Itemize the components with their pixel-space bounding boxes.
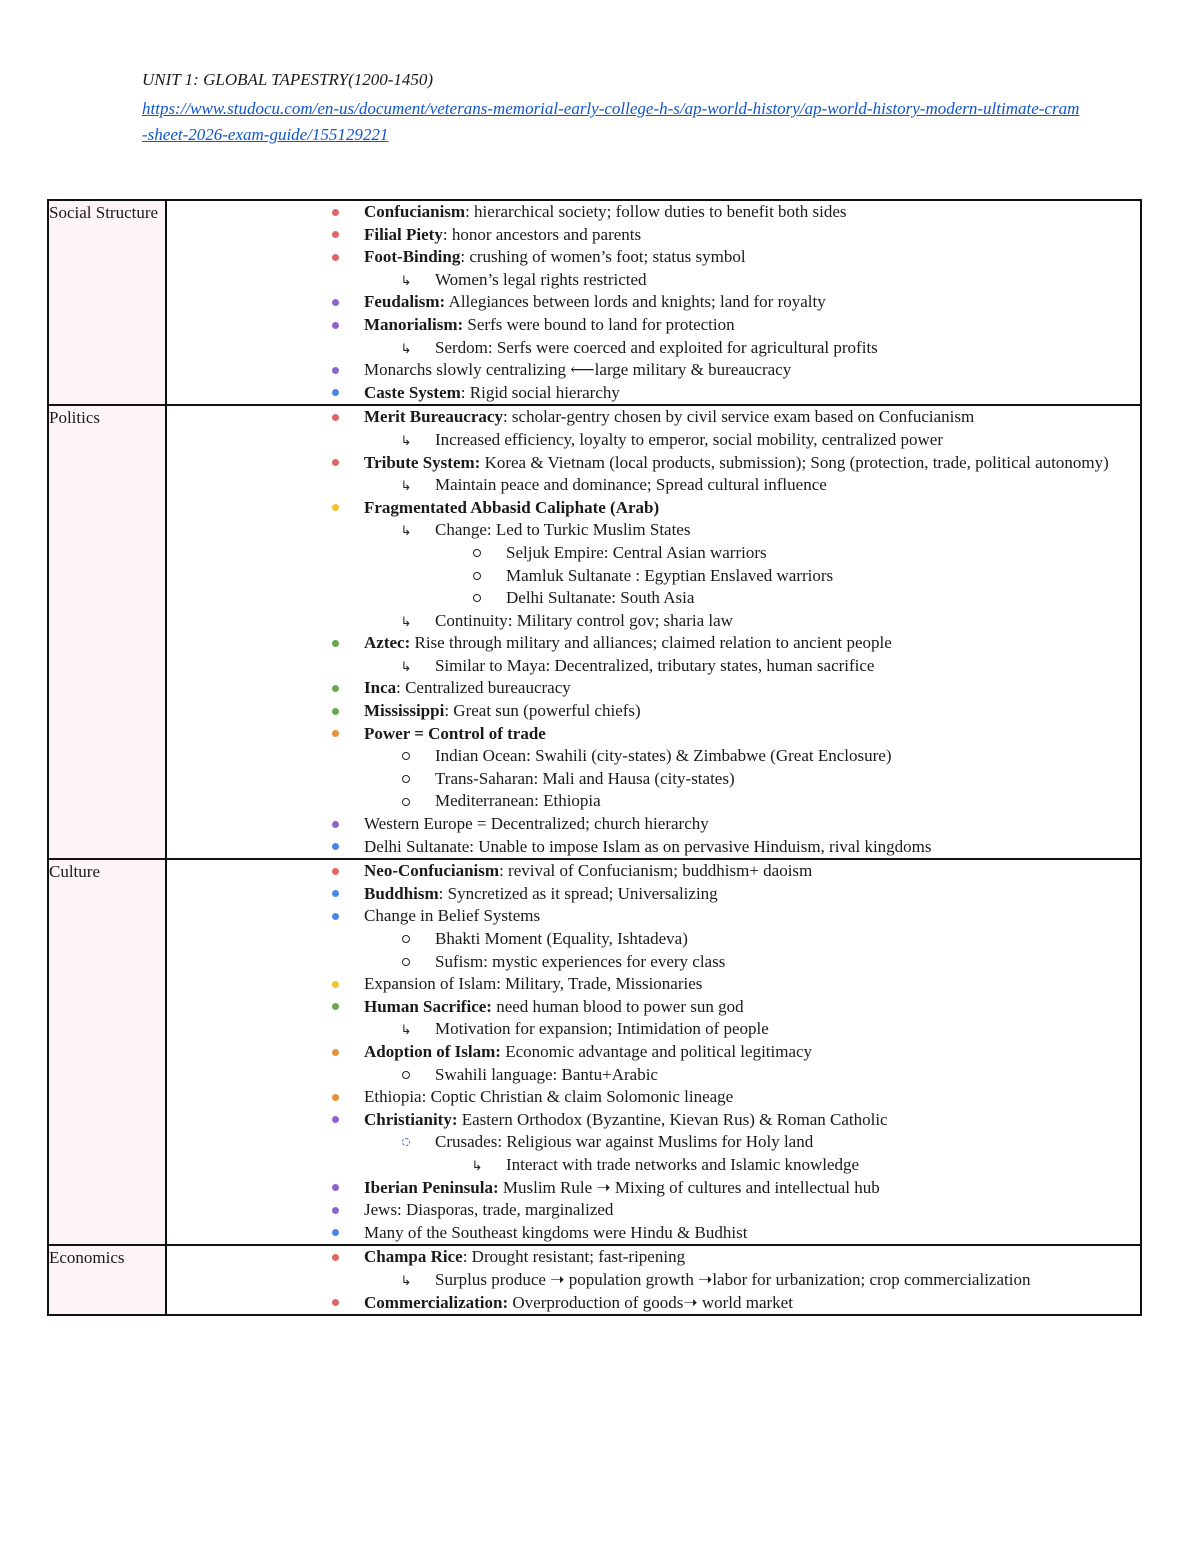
bullet-item <box>167 1292 1140 1315</box>
bullet-text: Jews: Diasporas, trade, marginalized <box>364 1200 614 1220</box>
source-link[interactable]: https://www.studocu.com/en-us/document/veterans-memorial-early-college-h-s/ap-world-history/ap-world-history-modern-ultimate-cram-sheet-2026-exam-guide/155129221 <box>142 99 1080 144</box>
bullet-term: Inca <box>364 678 397 698</box>
bullet-text: : honor ancestors and parents <box>442 224 642 244</box>
bullet-text: : Centralized bureaucracy <box>396 678 571 698</box>
bullet-item <box>167 905 1140 928</box>
bullet-text: : crushing of women’s foot; status symbol <box>460 247 746 267</box>
section-content <box>166 859 1141 1245</box>
bullet-item <box>167 359 1140 382</box>
bullet-term: Tribute System: <box>364 452 481 472</box>
bullet-dot-icon <box>325 996 345 1019</box>
bullet-term: Buddhism <box>364 883 439 903</box>
bullet-item <box>167 813 1140 836</box>
bullet-item <box>167 497 1140 520</box>
bullet-item <box>167 768 1140 791</box>
bullet-item <box>167 1064 1140 1087</box>
bullet-term: Merit Bureaucracy <box>364 407 503 427</box>
bullet-dot-icon <box>325 1246 345 1269</box>
bullet-text: Crusades: Religious war against Muslims for Holy land <box>435 1132 814 1152</box>
bullet-term: Champa Rice <box>364 1247 463 1267</box>
bullet-dot-icon <box>325 201 345 224</box>
bullet-item <box>167 883 1140 906</box>
bullet-item <box>167 1246 1140 1269</box>
bullet-arrow-icon: ↳ <box>400 659 412 675</box>
bullet-item <box>167 928 1140 951</box>
bullet-text: Monarchs slowly centralizing ⟵large military & bureaucracy <box>364 360 792 380</box>
section-row-social-structure <box>48 200 1141 405</box>
bullet-item <box>167 1222 1140 1245</box>
bullet-circle-icon <box>396 1064 416 1087</box>
bullet-item <box>167 246 1140 269</box>
bullet-circle-icon <box>467 565 487 588</box>
bullet-text: Change: Led to Turkic Muslim States <box>435 520 691 540</box>
section-row-economics <box>48 1245 1141 1315</box>
bullet-item <box>167 1109 1140 1132</box>
section-content <box>166 1245 1141 1315</box>
bullet-term: Aztec: <box>364 633 411 653</box>
bullet-text: Mamluk Sultanate : Egyptian Enslaved warriors <box>506 565 834 585</box>
bullet-text: Continuity: Military control gov; sharia law <box>435 610 733 630</box>
bullet-item <box>167 224 1140 247</box>
bullet-term: Neo-Confucianism <box>364 861 500 881</box>
bullet-item <box>167 632 1140 655</box>
bullet-circle-icon <box>396 928 416 951</box>
bullet-dot-icon <box>325 905 345 928</box>
bullet-text: Overproduction of goods➝ world market <box>508 1292 793 1312</box>
bullet-text: Economic advantage and political legitimacy <box>500 1041 813 1061</box>
bullet-dot-icon <box>325 382 345 405</box>
bullet-item <box>167 1131 1140 1154</box>
section-row-culture <box>48 859 1141 1245</box>
bullet-dot-icon <box>325 314 345 337</box>
bullet-item <box>167 973 1140 996</box>
bullet-arrow-icon: ↳ <box>400 524 412 540</box>
bullet-text: Indian Ocean: Swahili (city-states) & Zimbabwe (Great Enclosure) <box>435 746 892 766</box>
bullet-arrow-icon: ↳ <box>400 433 412 449</box>
bullet-dot-icon <box>325 723 345 746</box>
bullet-term: Mississippi <box>364 701 445 721</box>
page-title: UNIT 1: GLOBAL TAPESTRY(1200-1450) <box>142 70 434 89</box>
notes-table <box>47 199 1142 1316</box>
bullet-dot-icon <box>325 1199 345 1222</box>
bullet-item <box>167 587 1140 610</box>
bullet-dot-icon <box>325 883 345 906</box>
bullet-text: Interact with trade networks and Islamic knowledge <box>506 1154 860 1174</box>
bullet-item <box>167 1199 1140 1222</box>
bullet-item <box>167 429 1140 452</box>
bullet-arrow-icon: ↳ <box>400 273 412 289</box>
bullet-text: : Syncretized as it spread; Universalizing <box>438 883 718 903</box>
bullet-item <box>167 1018 1140 1041</box>
bullet-dot-icon <box>325 1041 345 1064</box>
bullet-item <box>167 337 1140 360</box>
bullet-term: Human Sacrifice: <box>364 996 492 1016</box>
bullet-term: Fragmentated Abbasid Caliphate (Arab) <box>364 497 660 517</box>
bullet-item <box>167 406 1140 429</box>
bullet-text: : hierarchical society; follow duties to benefit both sides <box>465 202 847 221</box>
bullet-item <box>167 951 1140 974</box>
bullet-text: Motivation for expansion; Intimidation of people <box>435 1019 769 1039</box>
bullet-dot-icon <box>325 632 345 655</box>
bullet-text: Swahili language: Bantu+Arabic <box>435 1064 658 1084</box>
bullet-text: : revival of Confucianism; buddhism+ daoism <box>499 861 813 881</box>
bullet-item <box>167 860 1140 883</box>
bullet-text: Mediterranean: Ethiopia <box>435 791 601 811</box>
bullet-text: Bhakti Moment (Equality, Ishtadeva) <box>435 929 688 948</box>
bullet-arrow-icon: ↳ <box>400 341 412 357</box>
section-label: Economics <box>48 1245 166 1315</box>
bullet-arrow-icon: ↳ <box>471 1158 483 1174</box>
bullet-item <box>167 1269 1140 1292</box>
bullet-term: Caste System <box>364 382 461 402</box>
bullet-text: Expansion of Islam: Military, Trade, Missionaries <box>364 974 703 994</box>
bullet-dot-icon <box>325 224 345 247</box>
bullet-item <box>167 996 1140 1019</box>
bullet-dot-icon <box>325 700 345 723</box>
bullet-item <box>167 474 1140 497</box>
bullet-term: Feudalism: <box>364 292 446 312</box>
bullet-item <box>167 1154 1140 1177</box>
bullet-term: Confucianism <box>364 202 466 221</box>
bullet-circle-icon <box>396 768 416 791</box>
bullet-text: Delhi Sultanate: South Asia <box>506 588 695 608</box>
bullet-term: Christianity: <box>364 1109 458 1129</box>
bullet-dot-icon <box>325 246 345 269</box>
bullet-item <box>167 382 1140 405</box>
bullet-item <box>167 745 1140 768</box>
bullet-dot-icon <box>325 1109 345 1132</box>
bullet-item <box>167 700 1140 723</box>
bullet-text: Rise through military and alliances; claimed relation to ancient people <box>410 633 892 653</box>
bullet-arrow-icon: ↳ <box>400 614 412 630</box>
bullet-text: need human blood to power sun god <box>491 996 744 1016</box>
bullet-dot-icon <box>325 677 345 700</box>
section-content <box>166 405 1141 859</box>
bullet-dot-icon <box>325 1177 345 1200</box>
section-label: Politics <box>48 405 166 859</box>
bullet-term: Adoption of Islam: <box>364 1041 501 1061</box>
bullet-dot-icon <box>325 452 345 475</box>
bullet-text: : Rigid social hierarchy <box>460 382 620 402</box>
bullet-arrow-icon: ↳ <box>400 479 412 495</box>
bullet-circle-icon <box>467 542 487 565</box>
bullet-text: Ethiopia: Coptic Christian & claim Solomonic lineage <box>364 1087 734 1107</box>
bullet-term: Foot-Binding <box>364 247 461 267</box>
bullet-dot-icon <box>325 497 345 520</box>
bullet-circle-icon <box>396 951 416 974</box>
bullet-item <box>167 677 1140 700</box>
bullet-item <box>167 1177 1140 1200</box>
bullet-text: Increased efficiency, loyalty to emperor, social mobility, centralized power <box>435 429 944 449</box>
bullet-text: Trans-Saharan: Mali and Hausa (city-states) <box>435 768 735 788</box>
bullet-text: Women’s legal rights restricted <box>435 269 647 289</box>
bullet-dot-icon <box>325 1086 345 1109</box>
bullet-item <box>167 1041 1140 1064</box>
bullet-dot-icon <box>325 406 345 429</box>
section-label: Culture <box>48 859 166 1245</box>
bullet-term: Filial Piety <box>364 224 443 244</box>
bullet-dot-icon <box>325 973 345 996</box>
bullet-dot-icon <box>325 813 345 836</box>
bullet-dot-icon <box>325 359 345 382</box>
bullet-text: Serfs were bound to land for protection <box>463 314 735 334</box>
bullet-term: Commercialization: <box>364 1292 509 1312</box>
bullet-text: Eastern Orthodox (Byzantine, Kievan Rus) & Roman Catholic <box>457 1109 888 1129</box>
bullet-item <box>167 610 1140 633</box>
bullet-text: : Drought resistant; fast-ripening <box>462 1247 686 1267</box>
bullet-text: Seljuk Empire: Central Asian warriors <box>506 542 767 562</box>
bullet-item <box>167 269 1140 292</box>
bullet-arrow-icon: ↳ <box>400 1023 412 1039</box>
bullet-text: Delhi Sultanate: Unable to impose Islam as on pervasive Hinduism, rival kingdoms <box>364 836 932 856</box>
section-row-politics <box>48 405 1141 859</box>
bullet-item <box>167 1086 1140 1109</box>
bullet-item <box>167 519 1140 542</box>
bullet-circle-icon <box>396 790 416 813</box>
bullet-item <box>167 790 1140 813</box>
bullet-item <box>167 836 1140 859</box>
bullet-text: Change in Belief Systems <box>364 906 541 926</box>
bullet-dashed-circle-icon <box>396 1131 416 1154</box>
bullet-item <box>167 723 1140 746</box>
bullet-item <box>167 291 1140 314</box>
bullet-text: Surplus produce ➝ population growth ➝labor for urbanization; crop commercialization <box>435 1269 1031 1289</box>
bullet-dot-icon <box>325 1292 345 1315</box>
bullet-item <box>167 542 1140 565</box>
bullet-text: Korea & Vietnam (local products, submission); Song (protection, trade, political autonomy) <box>480 452 1109 472</box>
bullet-item <box>167 452 1140 475</box>
bullet-term: Manorialism: <box>364 314 464 334</box>
section-content <box>166 200 1141 405</box>
bullet-text: : Great sun (powerful chiefs) <box>444 701 641 721</box>
bullet-term: Power = Control of trade <box>364 723 546 743</box>
bullet-text: Similar to Maya: Decentralized, tributary states, human sacrifice <box>435 655 875 675</box>
bullet-dot-icon <box>325 291 345 314</box>
bullet-text: Many of the Southeast kingdoms were Hindu & Budhist <box>364 1222 748 1242</box>
bullet-dot-icon <box>325 836 345 859</box>
bullet-text: Sufism: mystic experiences for every class <box>435 951 726 971</box>
bullet-text: Serdom: Serfs were coerced and exploited for agricultural profits <box>435 337 878 357</box>
bullet-item <box>167 201 1140 224</box>
bullet-text: Allegiances between lords and knights; land for royalty <box>445 292 826 312</box>
bullet-circle-icon <box>467 587 487 610</box>
bullet-item <box>167 565 1140 588</box>
bullet-dot-icon <box>325 1222 345 1245</box>
bullet-dot-icon <box>325 860 345 883</box>
bullet-term: Iberian Peninsula: <box>364 1177 499 1197</box>
bullet-text: Maintain peace and dominance; Spread cultural influence <box>435 475 827 495</box>
section-label: Social Structure <box>48 200 166 405</box>
bullet-item <box>167 314 1140 337</box>
bullet-arrow-icon: ↳ <box>400 1273 412 1289</box>
bullet-item <box>167 655 1140 678</box>
bullet-text: : scholar-gentry chosen by civil service exam based on Confucianism <box>502 407 975 427</box>
bullet-text: Muslim Rule ➝ Mixing of cultures and intellectual hub <box>498 1177 880 1197</box>
bullet-circle-icon <box>396 745 416 768</box>
bullet-text: Western Europe = Decentralized; church hierarchy <box>364 814 709 834</box>
